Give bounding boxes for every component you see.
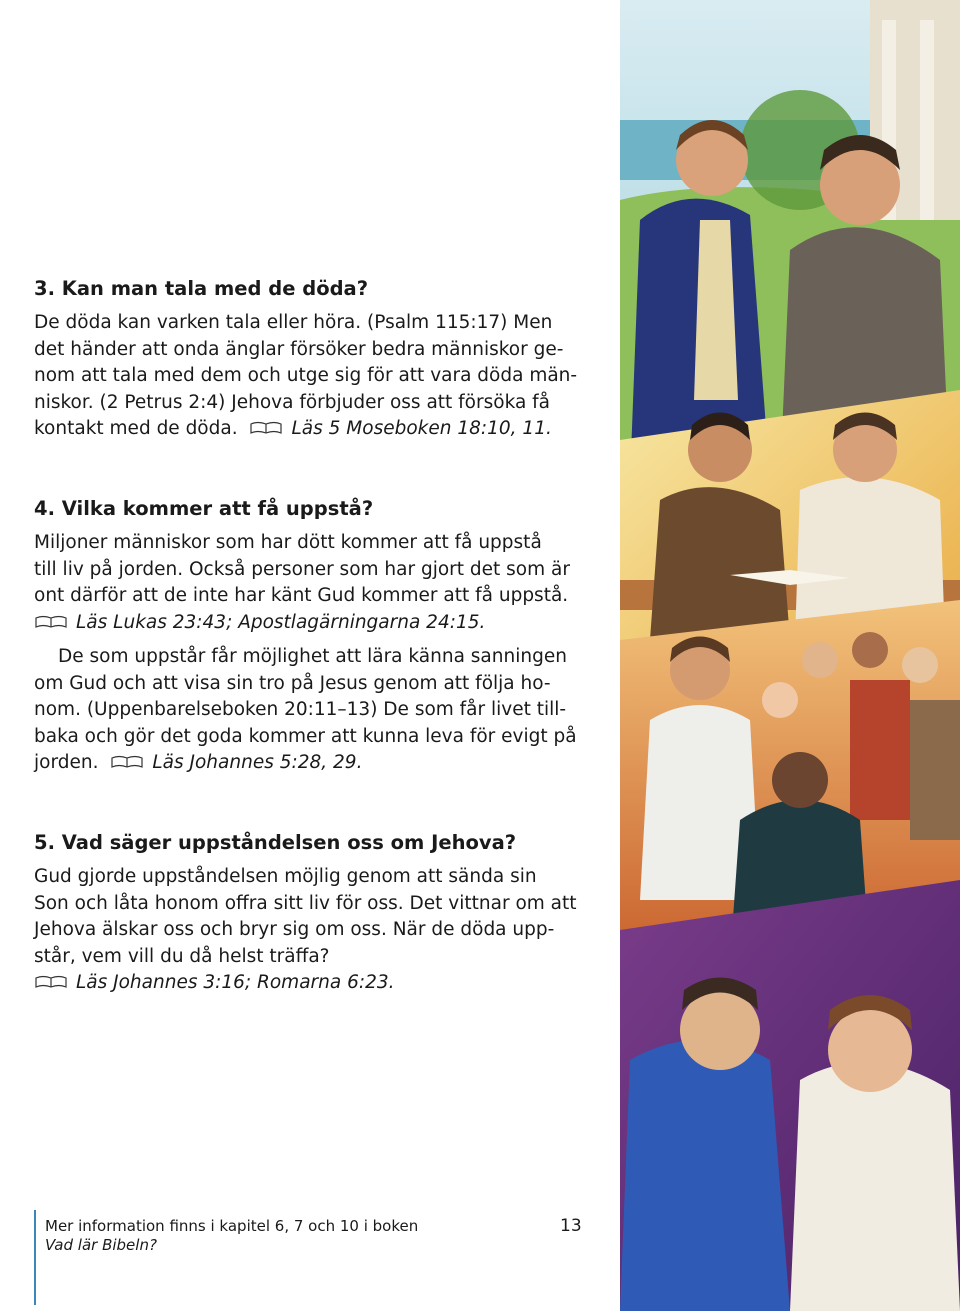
paragraph-line: till liv på jorden. Också personer som har gjort det som är [34,558,570,580]
resurrection-scenes-illustration [620,0,960,1311]
paragraph-line-with-reference [34,970,594,997]
open-book-icon [34,615,68,629]
section-heading: 4. Vilka kommer att få uppstå? [34,497,374,520]
section-paragraph [34,644,594,777]
paragraph-line: De döda kan varken tala eller höra. (Psalm 115:17) Men [34,312,553,333]
paragraph-line: nom. (Uppenbarelseboken 20:11–13) De som får livet till- [34,699,567,720]
footer-note [45,1217,418,1255]
paragraph-line: jorden. [34,752,99,773]
section-3 [34,276,594,443]
paragraph-line: står, vem vill du då helst träffa? [34,945,330,967]
paragraph-line: om Gud och att visa sin tro på Jesus genom att följa ho- [34,672,551,694]
section-paragraph [34,310,594,443]
paragraph-line: Son och låta honom offra sitt liv för oss. Det vittnar om att [34,892,577,914]
paragraph-line: det händer att onda änglar försöker bedra människor ge- [34,338,564,360]
scripture-reference: Läs Johannes 5:28, 29. [152,752,363,773]
paragraph-line: kontakt med de döda. [34,418,238,439]
section-heading: 5. Vad säger uppståndelsen oss om Jehova? [34,831,517,854]
paragraph-line: Jehova älskar oss och bryr sig om oss. När de döda upp- [34,919,555,940]
scripture-reference: Läs Lukas 23:43; Apostlagärningarna 24:15. [76,611,486,633]
scripture-reference: Läs Johannes 3:16; Romarna 6:23. [76,972,395,993]
open-book-icon [34,975,68,989]
footer-book-title: Vad lär Bibeln? [45,1236,157,1254]
paragraph-line: niskor. (2 Petrus 2:4) Jehova förbjuder oss att försöka få [34,391,551,413]
section-paragraph [34,864,594,997]
section-heading: 3. Kan man tala med de döda? [34,277,369,300]
paragraph-line: nom att tala med dem och utge sig för att vara döda män- [34,365,578,386]
section-paragraph [34,530,594,636]
page-number: 13 [560,1216,582,1236]
section-4 [34,496,594,777]
footer-accent-rule [34,1210,36,1305]
paragraph-line-with-reference [34,416,594,443]
paragraph-line: Miljoner människor som har dött kommer att få uppstå [34,532,542,553]
paragraph-line: ont därför att de inte har känt Gud kommer att få uppstå. [34,585,569,606]
footer-more-info: Mer information finns i kapitel 6, 7 och 10 i boken [45,1217,419,1235]
paragraph-line-with-reference [34,610,594,637]
paragraph-line: Gud gjorde uppståndelsen möjlig genom att sända sin [34,866,537,887]
scripture-reference: Läs 5 Moseboken 18:10, 11. [291,418,552,439]
illustration-art [620,0,960,1311]
paragraph-line: baka och gör det goda kommer att kunna leva för evigt på [34,725,577,747]
open-book-icon [110,755,144,769]
paragraph-line: De som uppstår får möjlighet att lära känna sanningen [58,646,567,667]
paragraph-line-with-reference [34,750,594,777]
section-5 [34,830,594,997]
open-book-icon [249,421,283,435]
